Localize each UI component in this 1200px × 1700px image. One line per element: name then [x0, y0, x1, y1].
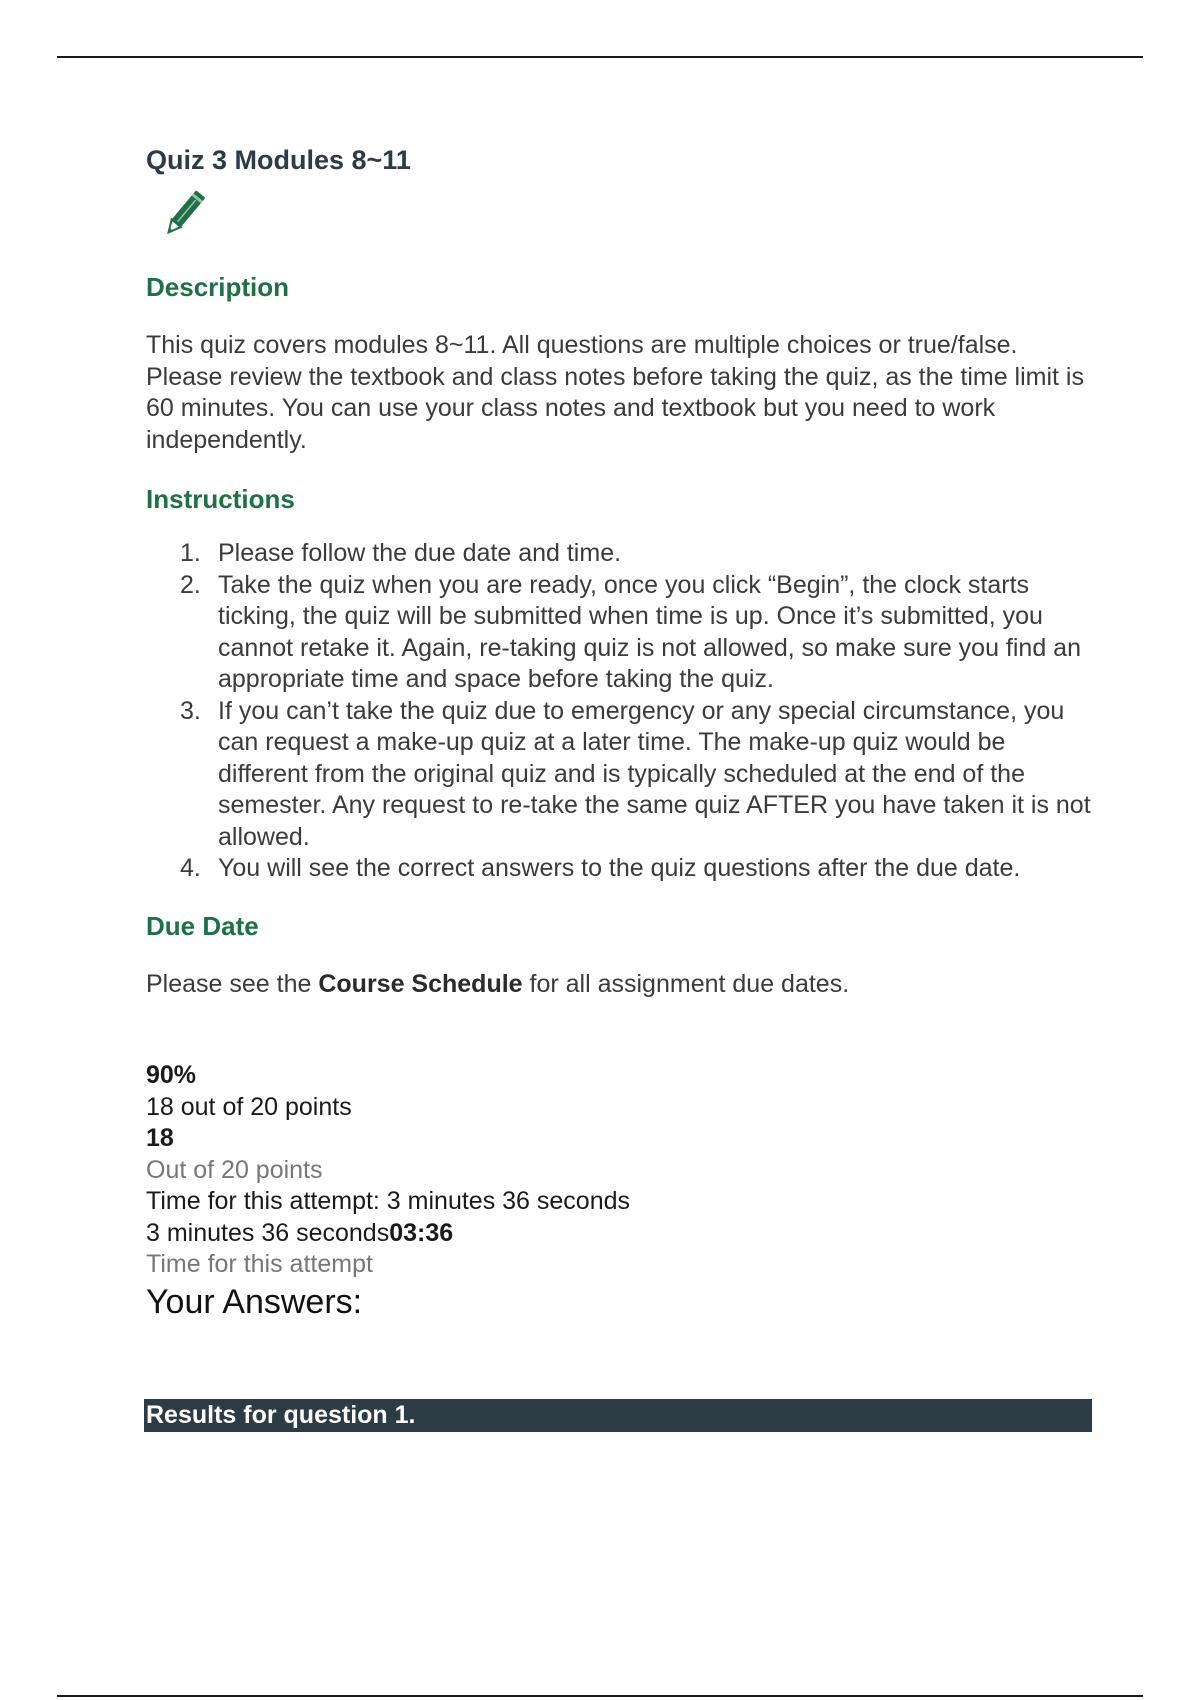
top-rule — [57, 56, 1143, 58]
list-item — [146, 570, 1096, 696]
description-heading: Description — [146, 272, 290, 302]
list-item-number: 1. — [180, 539, 201, 567]
score-percent: 90% — [146, 1061, 197, 1089]
quiz-title: Quiz 3 Modules 8~11 — [146, 145, 411, 175]
instructions-list — [146, 538, 1096, 885]
list-item-text: If you can’t take the quiz due to emergency or any special circumstance, you can request a make-up quiz at a later time. The make-up quiz would be different from the original quiz and is typically scheduled at the end of the semester. Any request to re-take the same quiz AFTER you have taken it is not allowed. — [218, 696, 1091, 851]
quiz-content — [146, 142, 1096, 1321]
list-item — [146, 696, 1096, 854]
attempt-time-words: 3 minutes 36 seconds — [146, 1218, 390, 1247]
attempt-time-clock: 03:36 — [389, 1218, 454, 1247]
list-item-number: 4. — [180, 854, 201, 882]
score-points: 18 — [146, 1124, 174, 1152]
instructions-heading: Instructions — [146, 484, 295, 514]
results-bar-label: Results for question 1. — [146, 1401, 416, 1429]
score-summary — [146, 1060, 1096, 1321]
results-bar — [144, 1399, 1092, 1432]
list-item-text: Please follow the due date and time. — [218, 539, 622, 567]
attempt-time-label: Time for this attempt — [146, 1250, 373, 1278]
pencil-icon — [156, 186, 212, 242]
due-date-heading: Due Date — [146, 910, 259, 941]
attempt-time-line: Time for this attempt: 3 minutes 36 seconds — [146, 1187, 631, 1215]
score-points-line: 18 out of 20 points — [146, 1092, 352, 1121]
score-out-of: Out of 20 points — [146, 1155, 323, 1184]
course-schedule-link[interactable]: Course Schedule — [318, 969, 523, 998]
due-date-text-before: Please see the — [146, 969, 319, 998]
list-item-text: You will see the correct answers to the quiz questions after the due date. — [218, 854, 1021, 882]
list-item-number: 3. — [180, 696, 201, 725]
list-item-number: 2. — [180, 570, 201, 599]
your-answers-heading: Your Answers: — [146, 1282, 363, 1321]
list-item — [146, 538, 1096, 570]
attempt-time — [146, 1218, 1096, 1250]
bottom-rule — [57, 1695, 1143, 1697]
list-item — [146, 853, 1096, 885]
description-text: This quiz covers modules 8~11. All questions are multiple choices or true/false. Please review the textbook and class notes before taking the quiz, as the time limit is 60 minutes. You can use your class notes and textbook but you need to work independently. — [146, 331, 1084, 454]
list-item-text: Take the quiz when you are ready, once you click “Begin”, the clock starts ticking, the quiz will be submitted when time is up. Once it’s submitted, you cannot retake it. Again, re-taking quiz is not allowed, so make sure you find an appropriate time and space before taking the quiz. — [218, 570, 1081, 693]
due-date-text — [146, 969, 1096, 1001]
due-date-text-after: for all assignment due dates. — [522, 969, 850, 998]
